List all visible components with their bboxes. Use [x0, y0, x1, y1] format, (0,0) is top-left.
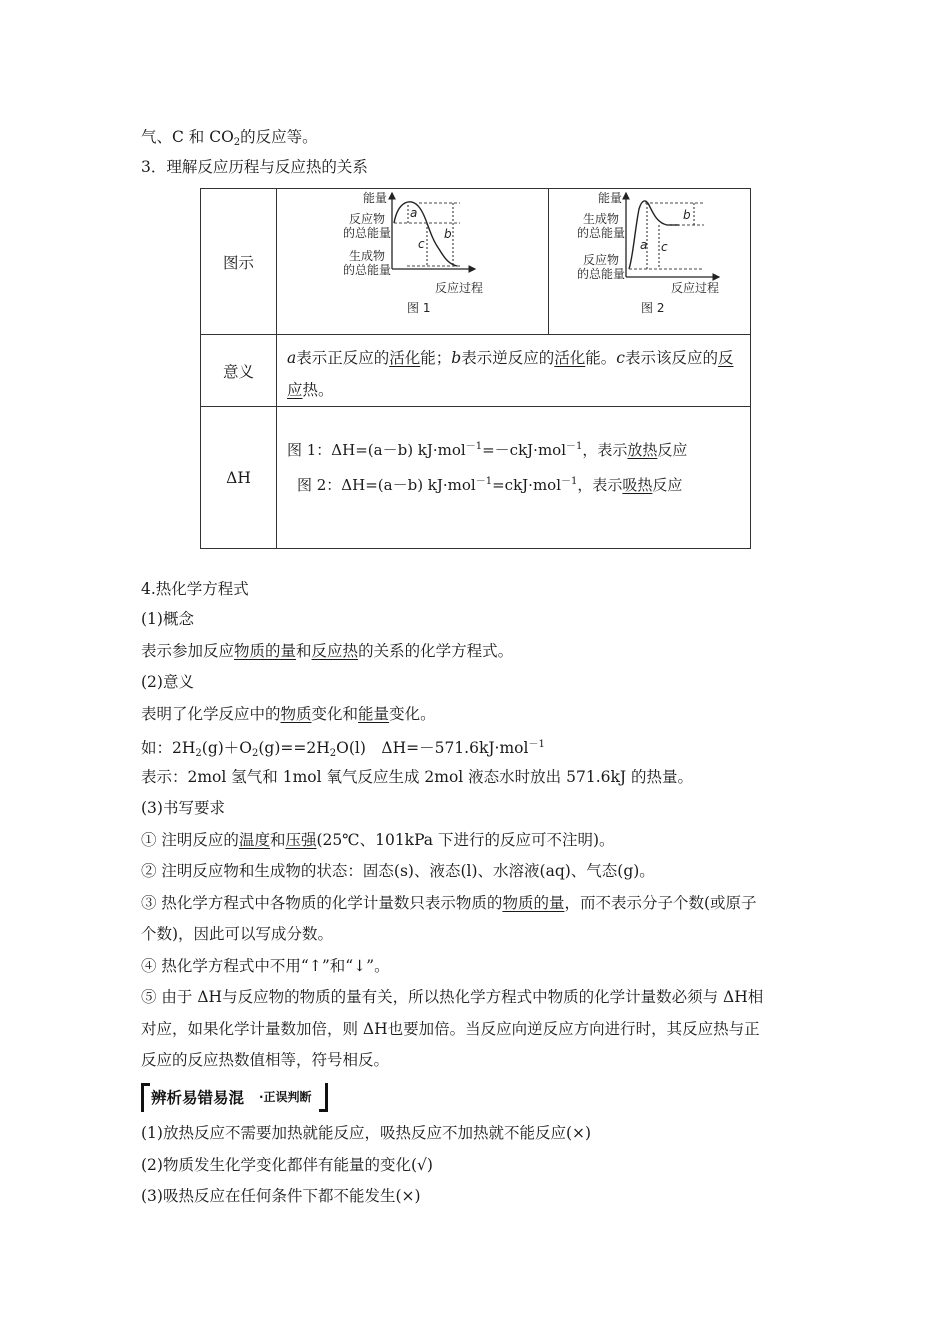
row-label-meaning: 意义: [201, 335, 277, 407]
figure-1-caption: 图 1: [407, 301, 431, 315]
intro-line: [141, 126, 318, 154]
delta-h-figure-2: 图 2：ΔH=(a－b) kJ·mol$^{-1}$=ckJ·mol$^{-1}$，表示吸热反应: [297, 475, 683, 494]
label-a: a: [410, 206, 418, 220]
reaction-heat-table: [200, 188, 751, 549]
concept-text: 表示参加反应物质的量和反应热的关系的化学方程式。: [141, 642, 514, 660]
product-label: 生成物: [349, 249, 386, 263]
writing-requirements-title: (3)书写要求: [141, 799, 225, 817]
requirement-3-line-1: ③ 热化学方程式中各物质的化学计量数只表示物质的物质的量，而不表示分子个数(或原子: [141, 894, 757, 912]
example-meaning: 表示：2mol 氢气和 1mol 氧气反应生成 2mol 液态水时放出 571.6kJ 的热量。: [141, 768, 694, 786]
judgement-1: (1)放热反应不需要加热就能反应，吸热反应不加热就不能反应(×): [141, 1124, 592, 1142]
figure-2-caption: 图 2: [641, 301, 665, 315]
product-label-2: 的总能量: [577, 226, 626, 240]
delta-h-figure-1: 图 1：ΔH=(a－b) kJ·mol$^{-1}$=－ckJ·mol$^{-1}$，表示放热反应: [287, 440, 688, 459]
y-axis-label: 能量: [598, 191, 623, 205]
requirement-1: ① 注明反应的温度和压强(25℃、101kPa 下进行的反应可不注明)。: [141, 831, 615, 849]
requirement-3-line-2: 个数)，因此可以写成分数。: [141, 925, 334, 943]
label-a: a: [640, 238, 648, 252]
requirement-4: ④ 热化学方程式中不用“↑”和“↓”。: [141, 957, 390, 975]
requirement-5-line-2: 对应，如果化学计量数加倍，则 ΔH也要加倍。当反应向逆反应方向进行时，其反应热与正: [141, 1020, 760, 1038]
label-c: c: [661, 240, 668, 254]
intro-text: 气、C 和 CO: [141, 128, 234, 146]
delta-h-cell: [277, 407, 751, 549]
product-label-2: 的总能量: [343, 263, 392, 277]
judgement-3: (3)吸热反应在任何条件下都不能发生(×): [141, 1187, 421, 1205]
concept-title: (1)概念: [141, 610, 194, 628]
section-4-title: 4.热化学方程式: [141, 580, 249, 598]
meaning-text: a表示正反应的活化能；b表示逆反应的活化能。c表示该反应的反应热。: [287, 348, 734, 399]
tag-bracket-right: [319, 1083, 328, 1112]
x-axis-label: 反应过程: [435, 281, 484, 295]
label-c: c: [418, 237, 425, 251]
tag-subtitle: ·正误判断: [259, 1090, 312, 1104]
row-label-figure: 图示: [201, 189, 277, 335]
figure-2-energy-diagram: [549, 189, 750, 330]
example-equation: 如：$2H_2(g)+O_2(g)==2H_2O(l)$ ΔH=－571.6kJ·mol$^{-1}$: [141, 739, 545, 759]
meaning-cell: [277, 335, 751, 407]
figure-1-cell: [277, 189, 549, 335]
requirement-5-line-3: 反应的反应热数值相等，符号相反。: [141, 1051, 390, 1069]
row-label-delta-h: ΔH: [201, 407, 277, 549]
figure-1-energy-diagram: [277, 189, 548, 330]
reactant-label-2: 的总能量: [343, 226, 392, 240]
requirement-2: ② 注明反应物和生成物的状态：固态(s)、液态(l)、水溶液(aq)、气态(g)。: [141, 862, 655, 880]
product-label: 生成物: [583, 212, 620, 226]
label-b: b: [683, 208, 691, 222]
reactant-label-2: 的总能量: [577, 267, 626, 281]
energy-curve: [629, 201, 679, 269]
meaning-text: 表明了化学反应中的物质变化和能量变化。: [141, 705, 436, 723]
figure-2-cell: [549, 189, 751, 335]
requirement-5-line-1: ⑤ 由于 ΔH与反应物的物质的量有关，所以热化学方程式中物质的化学计量数必须与 ΔH相: [141, 988, 764, 1006]
judgement-2: (2)物质发生化学变化都伴有能量的变化(√): [141, 1156, 433, 1174]
x-axis-label: 反应过程: [671, 281, 720, 295]
y-axis-label: 能量: [363, 191, 388, 205]
intro-text-end: 的反应等。: [240, 128, 318, 146]
reactant-label: 反应物: [349, 212, 386, 226]
tag-bracket-left: [141, 1083, 150, 1112]
co2-subscript: 2: [233, 137, 241, 148]
label-b: b: [444, 227, 452, 241]
tag-title: 辨析易错易混: [151, 1089, 245, 1107]
section-3-title: 3．理解反应历程与反应热的关系: [141, 158, 368, 176]
reactant-label: 反应物: [583, 253, 620, 267]
meaning-title: (2)意义: [141, 673, 194, 691]
